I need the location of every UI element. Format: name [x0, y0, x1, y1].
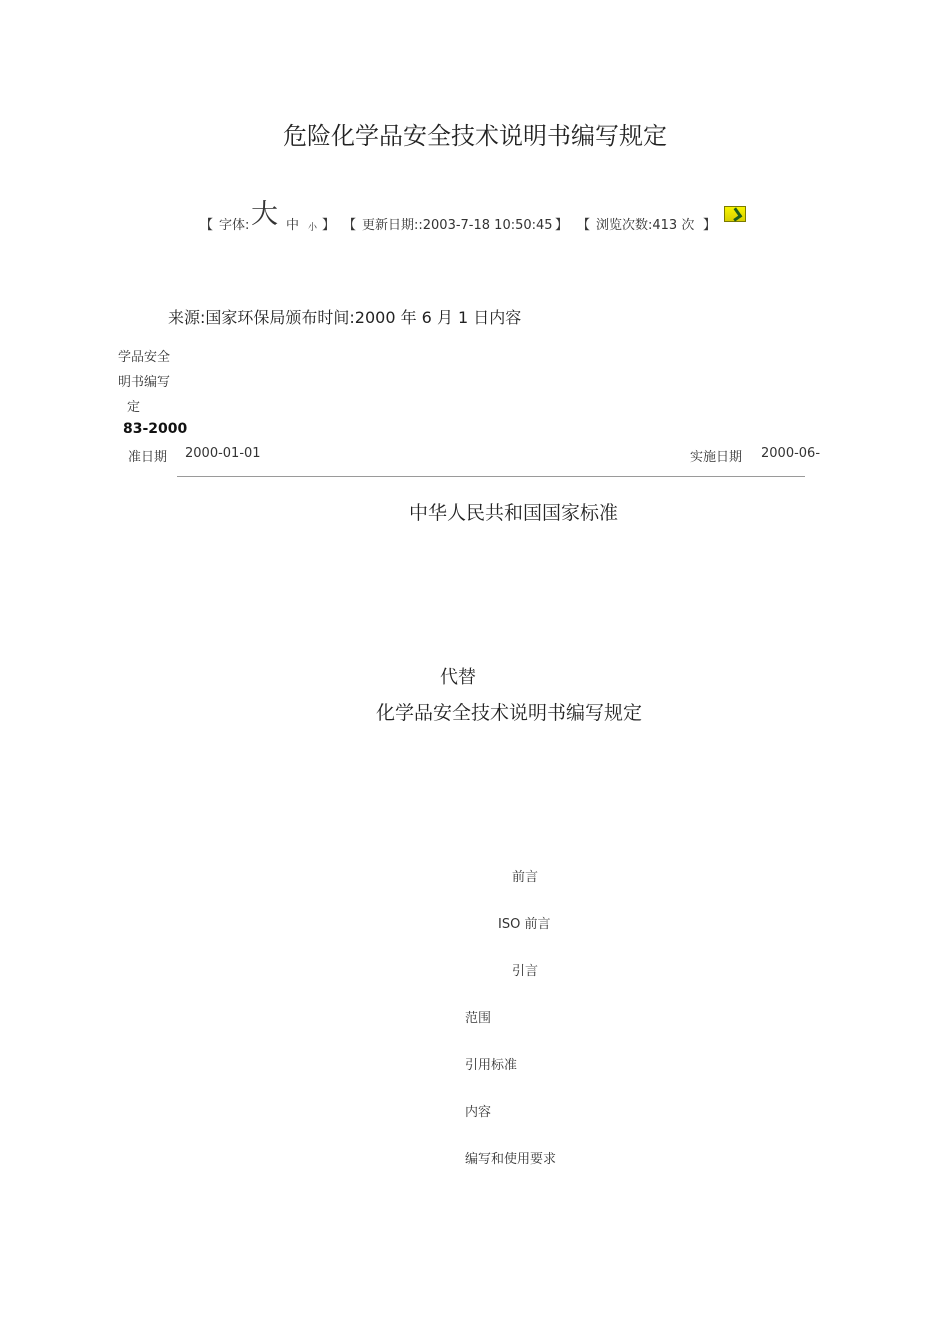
implementation-date-value: 2000-06-	[761, 446, 821, 461]
view-count: 浏览次数:413 次	[596, 218, 695, 233]
replaces-label: 代替	[440, 667, 476, 688]
bracket-open: 【	[343, 218, 357, 233]
bracket-close: 】	[555, 218, 569, 233]
implementation-date-label: 实施日期	[690, 450, 743, 465]
print-icon[interactable]	[724, 206, 746, 222]
updated-date: 更新日期::2003-7-18 10:50:45	[362, 218, 553, 233]
toc-item-content[interactable]: 内容	[465, 1105, 492, 1120]
standard-subtitle: 化学品安全技术说明书编写规定	[376, 702, 643, 724]
bracket-open: 【	[577, 218, 591, 233]
approve-date-value: 2000-01-01	[185, 446, 261, 461]
sidebar-line: 定	[127, 400, 141, 415]
font-size-large-link[interactable]: 大	[251, 199, 278, 230]
toc-item-foreword[interactable]: 前言	[512, 870, 539, 885]
bracket-close: 】	[322, 218, 336, 233]
font-size-small-link[interactable]: 小	[308, 223, 318, 233]
bracket-open: 【	[200, 218, 214, 233]
divider	[177, 476, 805, 477]
toc-item-references[interactable]: 引用标准	[465, 1058, 518, 1073]
standard-code: 83-2000	[123, 421, 188, 437]
font-size-label: 字体:	[219, 218, 250, 233]
sidebar-line: 学品安全	[118, 350, 171, 365]
toc-item-scope[interactable]: 范围	[465, 1011, 492, 1026]
source-line: 来源:国家环保局颁布时间:2000 年 6 月 1 日内容	[168, 308, 522, 327]
sidebar-line: 明书编写	[118, 375, 171, 390]
national-standard-heading: 中华人民共和国国家标准	[409, 502, 619, 524]
toc-item-introduction[interactable]: 引言	[512, 964, 539, 979]
toc-item-iso-foreword[interactable]: ISO 前言	[498, 917, 551, 932]
font-size-medium-link[interactable]: 中	[286, 218, 300, 233]
document-title: 危险化学品安全技术说明书编写规定	[283, 122, 667, 150]
approve-date-label: 准日期	[128, 450, 168, 465]
toc-item-requirements[interactable]: 编写和使用要求	[465, 1152, 557, 1167]
bracket-close: 】	[703, 218, 717, 233]
